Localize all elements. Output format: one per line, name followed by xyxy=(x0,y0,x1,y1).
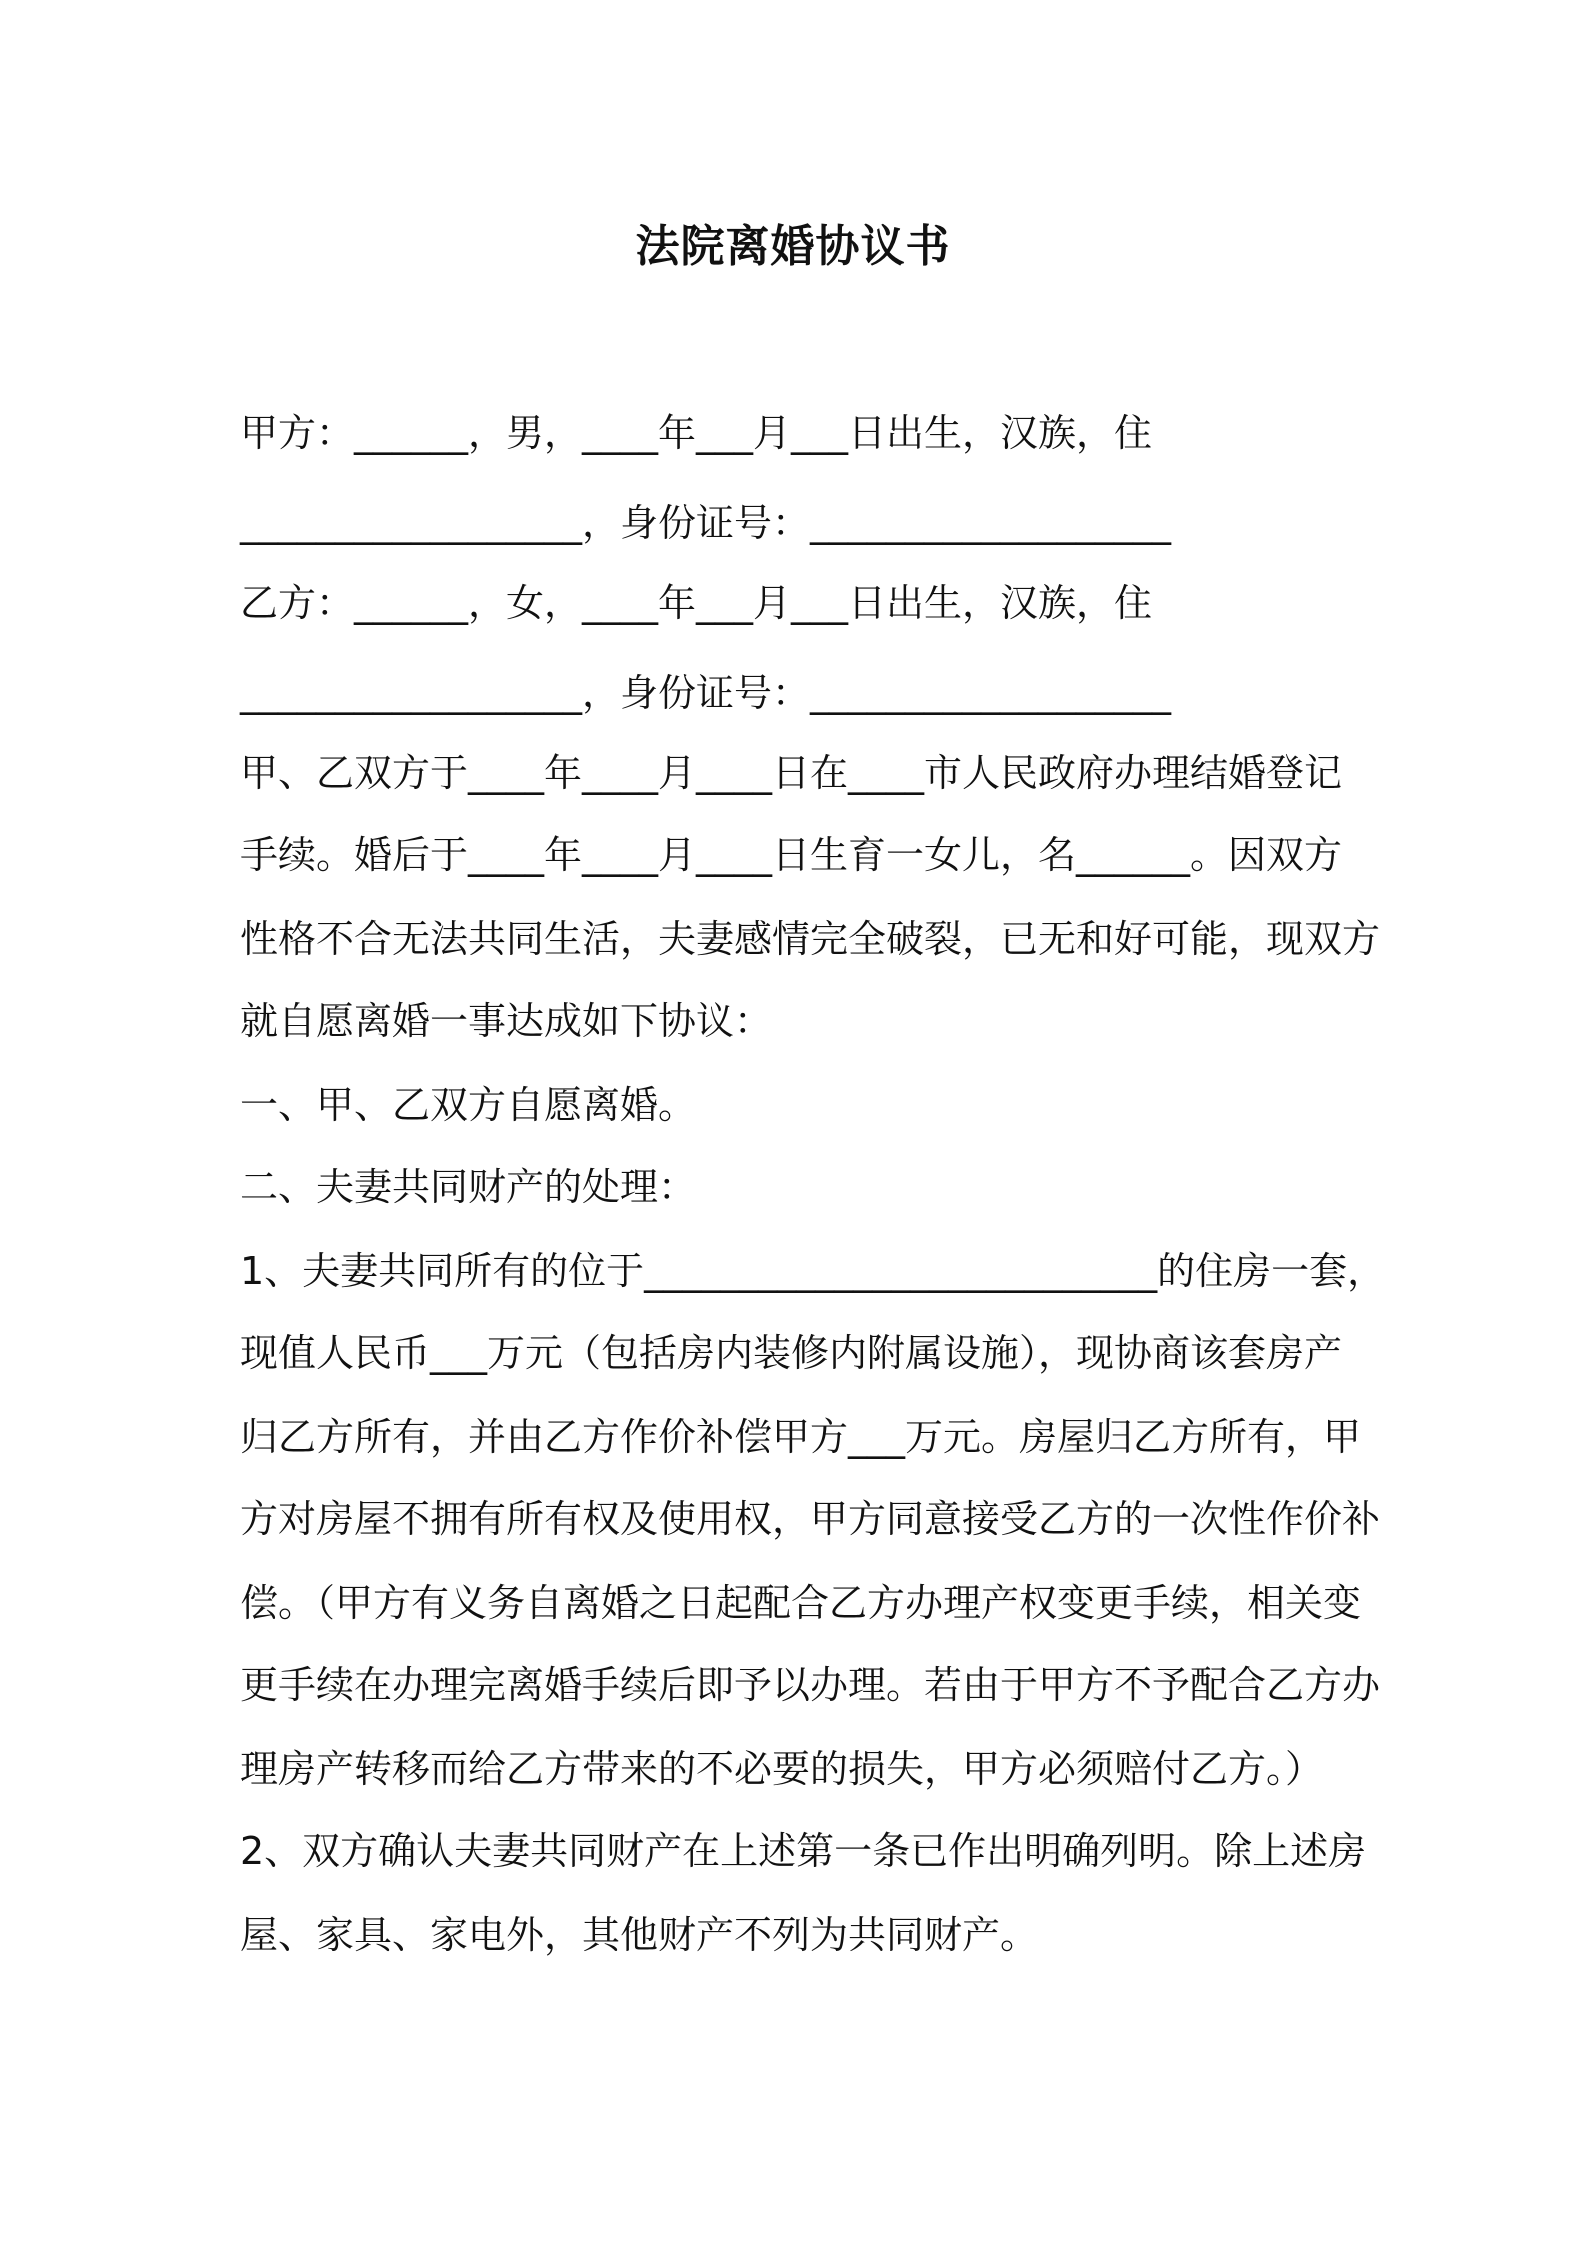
paragraph-line: 方对房屋不拥有所有权及使用权，甲方同意接受乙方的一次性作价补 xyxy=(240,1497,1381,1541)
clause-one: 一、甲、乙双方自愿离婚。 xyxy=(240,1083,697,1127)
party-a-line-2: __________________，身份证号：___________________ xyxy=(240,501,1172,545)
paragraph-line: 归乙方所有，并由乙方作价补偿甲方___万元。房屋归乙方所有，甲 xyxy=(240,1415,1362,1459)
party-b-line-2: __________________，身份证号：___________________ xyxy=(240,671,1172,715)
paragraph-line: 1、夫妻共同所有的位于___________________________的住房一套， xyxy=(240,1249,1386,1293)
paragraph-line: 性格不合无法共同生活，夫妻感情完全破裂，已无和好可能，现双方 xyxy=(240,917,1381,961)
paragraph-line: 手续。婚后于____年____月____日生育一女儿，名______。因双方 xyxy=(240,833,1343,877)
paragraph-line: 更手续在办理完离婚手续后即予以办理。若由于甲方不予配合乙方办 xyxy=(240,1663,1381,1707)
paragraph-line: 偿。（甲方有义务自离婚之日起配合乙方办理产权变更手续，相关变 xyxy=(240,1581,1362,1625)
clause-two-heading: 二、夫妻共同财产的处理： xyxy=(240,1165,697,1209)
paragraph-line: 2、双方确认夫妻共同财产在上述第一条已作出明确列明。除上述房 xyxy=(240,1829,1367,1873)
paragraph-line: 就自愿离婚一事达成如下协议： xyxy=(240,999,773,1043)
document-title: 法院离婚协议书 xyxy=(635,221,951,272)
paragraph-line: 甲、乙双方于____年____月____日在____市人民政府办理结婚登记 xyxy=(240,751,1343,795)
party-b-line-1: 乙方：______，女，____年___月___日出生，汉族，住 xyxy=(240,581,1153,625)
party-a-line-1: 甲方：______，男，____年___月___日出生，汉族，住 xyxy=(240,411,1153,455)
paragraph-line: 现值人民币___万元（包括房内装修内附属设施），现协商该套房产 xyxy=(240,1331,1343,1375)
paragraph-line: 屋、家具、家电外，其他财产不列为共同财产。 xyxy=(240,1913,1039,1957)
paragraph-line: 理房产转移而给乙方带来的不必要的损失，甲方必须赔付乙方。） xyxy=(240,1747,1324,1791)
